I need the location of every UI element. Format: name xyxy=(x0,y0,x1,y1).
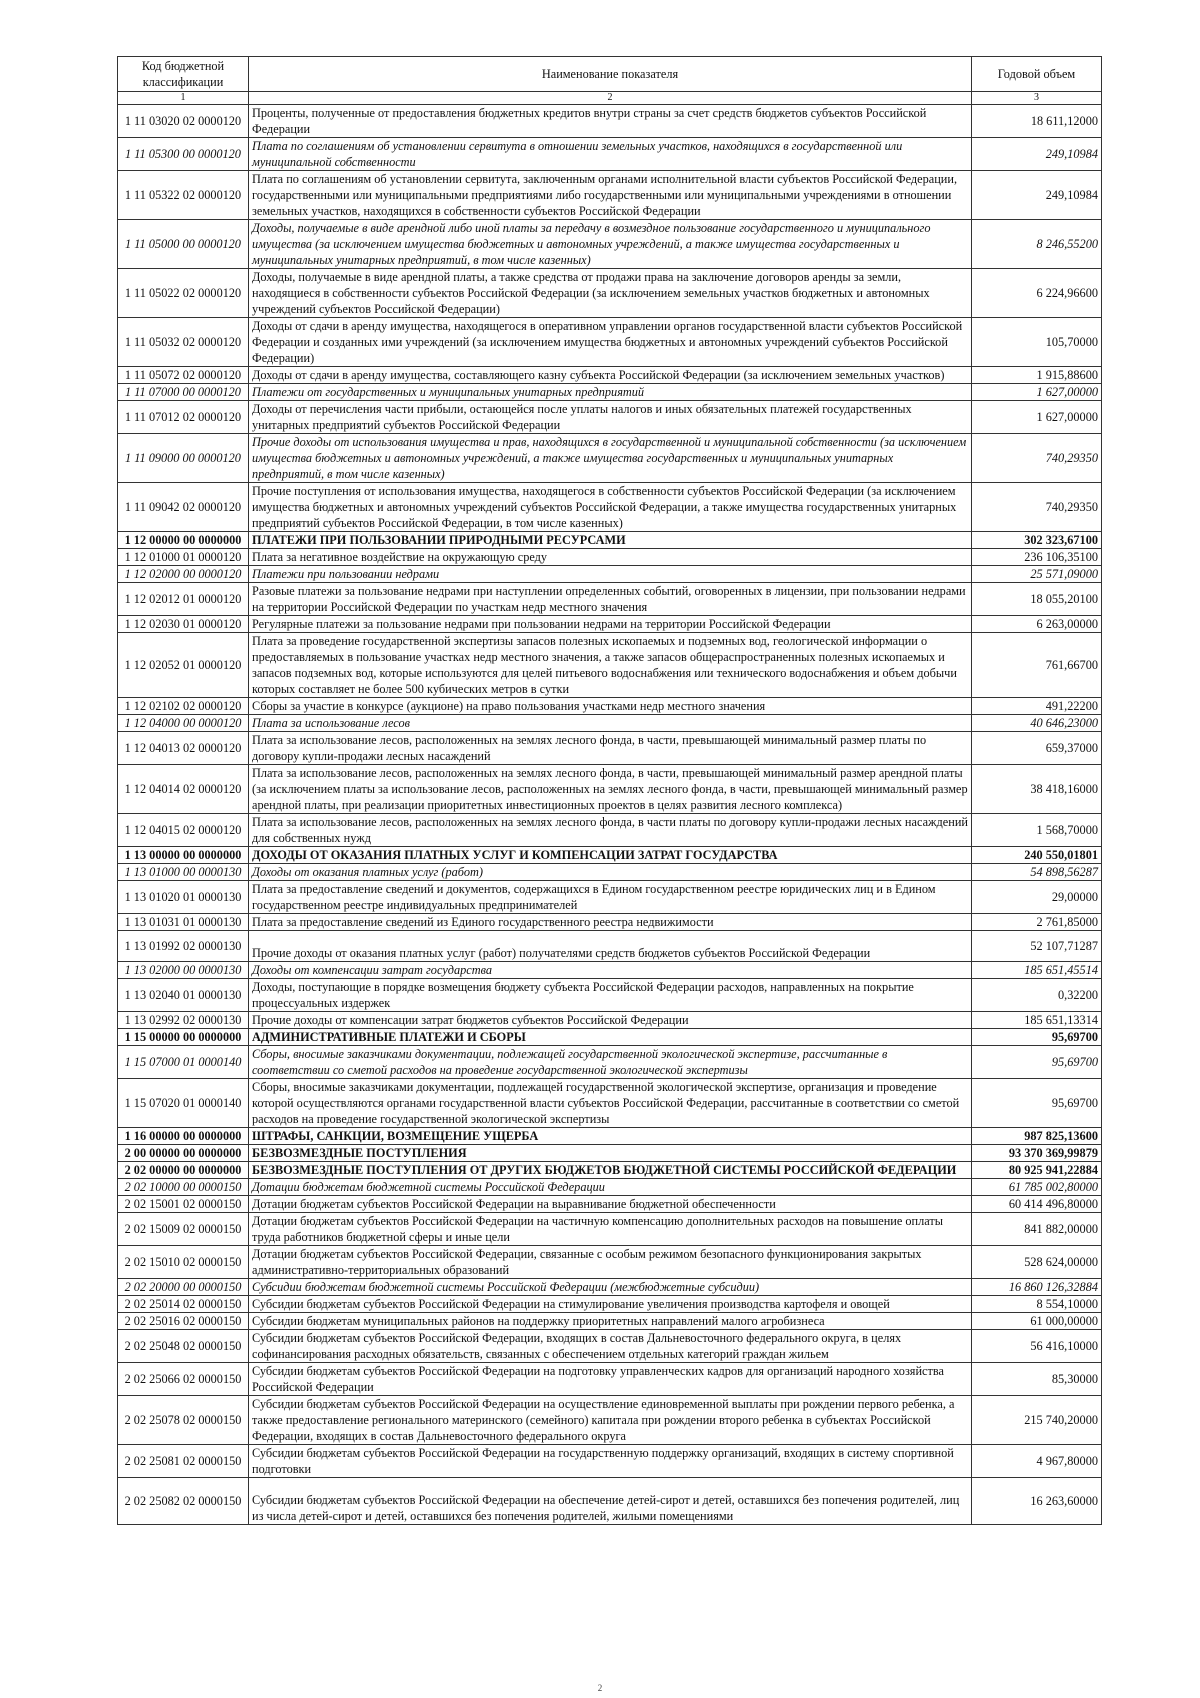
row-name: Доходы, получаемые в виде арендной платы, а также средства от продажи права на заключение договоров аренды за земли, находящиеся в собственности субъектов Российской Федерации (за исключением земельных участков бюджетных и автономных учреждений субъектов Российской Федерации) xyxy=(249,269,972,318)
row-amount: 85,30000 xyxy=(972,1363,1102,1396)
row-amount: 95,69700 xyxy=(972,1029,1102,1046)
table-row xyxy=(118,1162,1102,1179)
row-name: Прочие доходы от использования имущества и прав, находящихся в государственной и муниципальной собственности (за исключением имущества бюджетных и автономных учреждений, а также имущества государственных и муниципальных унитарных предприятий, в том числе казенных) xyxy=(249,434,972,483)
row-code: 1 12 04000 00 0000120 xyxy=(118,715,249,732)
row-code: 1 12 02052 01 0000120 xyxy=(118,633,249,698)
row-code: 1 16 00000 00 0000000 xyxy=(118,1128,249,1145)
table-row xyxy=(118,633,1102,698)
table-row xyxy=(118,1079,1102,1128)
table-row xyxy=(118,532,1102,549)
row-code: 2 02 15010 02 0000150 xyxy=(118,1246,249,1279)
row-name: Плата по соглашениям об установлении сервитута, заключенным органами исполнительной власти субъектов Российской Федерации, государственными или муниципальными предприятиями либо государственными или муниципальными учреждениями в отношении земельных участков, находящихся в собственности субъектов Российской Федерации xyxy=(249,171,972,220)
table-row xyxy=(118,765,1102,814)
table-row xyxy=(118,434,1102,483)
table-row xyxy=(118,914,1102,931)
table-row xyxy=(118,1478,1102,1525)
row-name: Субсидии бюджетам субъектов Российской Федерации на обеспечение детей-сирот и детей, оставшихся без попечения родителей, лиц из числа детей-сирот и детей, оставшихся без попечения родителей, жилыми помещениями xyxy=(249,1478,972,1525)
row-name: ШТРАФЫ, САНКЦИИ, ВОЗМЕЩЕНИЕ УЩЕРБА xyxy=(249,1128,972,1145)
row-name: Плата за использование лесов, расположенных на землях лесного фонда, в части, превышающей минимальный размер платы по договору купли-продажи лесных насаждений xyxy=(249,732,972,765)
row-amount: 25 571,09000 xyxy=(972,566,1102,583)
row-name: Сборы, вносимые заказчиками документации, подлежащей государственной экологической экспертизе, рассчитанные в соответствии со сметой расходов на проведение государственной экологической экспертизы xyxy=(249,1046,972,1079)
row-amount: 1 627,00000 xyxy=(972,384,1102,401)
table-row xyxy=(118,1012,1102,1029)
row-code: 2 02 00000 00 0000000 xyxy=(118,1162,249,1179)
table-row xyxy=(118,616,1102,633)
row-amount: 1 568,70000 xyxy=(972,814,1102,847)
budget-revenue-table xyxy=(117,56,1102,1525)
header-name-col: Наименование показателя xyxy=(249,57,972,92)
row-amount: 236 106,35100 xyxy=(972,549,1102,566)
row-name: Регулярные платежи за пользование недрами при пользовании недрами на территории Российской Федерации xyxy=(249,616,972,633)
row-code: 1 15 00000 00 0000000 xyxy=(118,1029,249,1046)
row-code: 1 11 05032 02 0000120 xyxy=(118,318,249,367)
row-name: Плата по соглашениям об установлении сервитута в отношении земельных участков, находящихся в государственной или муниципальной собственности xyxy=(249,138,972,171)
row-code: 1 13 02000 00 0000130 xyxy=(118,962,249,979)
row-code: 2 00 00000 00 0000000 xyxy=(118,1145,249,1162)
table-row xyxy=(118,962,1102,979)
row-name: Плата за предоставление сведений и документов, содержащихся в Едином государственном реестре юридических лиц и в Едином государственном реестре индивидуальных предпринимателей xyxy=(249,881,972,914)
row-name: Плата за негативное воздействие на окружающую среду xyxy=(249,549,972,566)
row-amount: 61 000,00000 xyxy=(972,1313,1102,1330)
row-code: 1 11 07012 02 0000120 xyxy=(118,401,249,434)
row-amount: 95,69700 xyxy=(972,1046,1102,1079)
row-amount: 54 898,56287 xyxy=(972,864,1102,881)
row-code: 1 15 07000 01 0000140 xyxy=(118,1046,249,1079)
row-code: 1 11 05300 00 0000120 xyxy=(118,138,249,171)
row-code: 1 11 05000 00 0000120 xyxy=(118,220,249,269)
table-row xyxy=(118,583,1102,616)
row-name: Дотации бюджетам субъектов Российской Федерации на выравнивание бюджетной обеспеченности xyxy=(249,1196,972,1213)
row-code: 2 02 25081 02 0000150 xyxy=(118,1445,249,1478)
table-row xyxy=(118,1213,1102,1246)
row-amount: 841 882,00000 xyxy=(972,1213,1102,1246)
table-row xyxy=(118,1313,1102,1330)
table-row xyxy=(118,105,1102,138)
row-name: Плата за предоставление сведений из Единого государственного реестра недвижимости xyxy=(249,914,972,931)
row-code: 1 12 04014 02 0000120 xyxy=(118,765,249,814)
table-row xyxy=(118,483,1102,532)
row-name: Прочие поступления от использования имущества, находящегося в собственности субъектов Российской Федерации (за исключением имущества бюджетных и автономных учреждений субъектов Российской Федерации, а также имущества государственных унитарных предприятий субъектов Российской Федерации, в том числе казенных) xyxy=(249,483,972,532)
row-name: ПЛАТЕЖИ ПРИ ПОЛЬЗОВАНИИ ПРИРОДНЫМИ РЕСУРСАМИ xyxy=(249,532,972,549)
table-row xyxy=(118,220,1102,269)
row-amount: 740,29350 xyxy=(972,483,1102,532)
row-name: Субсидии бюджетам субъектов Российской Федерации на государственную поддержку организаций, входящих в систему спортивной подготовки xyxy=(249,1445,972,1478)
row-code: 1 11 07000 00 0000120 xyxy=(118,384,249,401)
table-row xyxy=(118,698,1102,715)
row-code: 1 13 01000 00 0000130 xyxy=(118,864,249,881)
row-code: 1 11 05322 02 0000120 xyxy=(118,171,249,220)
header-amount-col: Годовой объем xyxy=(972,57,1102,92)
table-row xyxy=(118,1046,1102,1079)
table-row xyxy=(118,1330,1102,1363)
row-amount: 93 370 369,99879 xyxy=(972,1145,1102,1162)
row-code: 2 02 10000 00 0000150 xyxy=(118,1179,249,1196)
table-header-row xyxy=(118,57,1102,92)
row-amount: 659,37000 xyxy=(972,732,1102,765)
row-code: 2 02 15009 02 0000150 xyxy=(118,1213,249,1246)
row-amount: 491,22200 xyxy=(972,698,1102,715)
row-name: Плата за использование лесов xyxy=(249,715,972,732)
row-code: 2 02 25066 02 0000150 xyxy=(118,1363,249,1396)
row-code: 1 12 02102 02 0000120 xyxy=(118,698,249,715)
row-code: 2 02 25048 02 0000150 xyxy=(118,1330,249,1363)
row-amount: 52 107,71287 xyxy=(972,931,1102,962)
row-amount: 4 967,80000 xyxy=(972,1445,1102,1478)
row-code: 2 02 25014 02 0000150 xyxy=(118,1296,249,1313)
row-name: Плата за использование лесов, расположенных на землях лесного фонда, в части платы по договору купли-продажи лесных насаждений для собственных нужд xyxy=(249,814,972,847)
row-code: 1 12 04015 02 0000120 xyxy=(118,814,249,847)
row-name: Плата за проведение государственной экспертизы запасов полезных ископаемых и подземных вод, геологической информации о предоставляемых в пользование участках недр местного значения, а также запасов общераспространенных полезных ископаемых и запасов подземных вод, которые используются для целей питьевого водоснабжения или технического водоснабжения и объем добычи которых составляет не более 500 кубических метров в сутки xyxy=(249,633,972,698)
row-name: Доходы, получаемые в виде арендной либо иной платы за передачу в возмездное пользование государственного и муниципального имущества (за исключением имущества бюджетных и автономных учреждений, а также имущества государственных и муниципальных унитарных предприятий, в том числе казенных) xyxy=(249,220,972,269)
row-code: 2 02 25078 02 0000150 xyxy=(118,1396,249,1445)
row-code: 1 11 05022 02 0000120 xyxy=(118,269,249,318)
row-amount: 1 915,88600 xyxy=(972,367,1102,384)
row-name: БЕЗВОЗМЕЗДНЫЕ ПОСТУПЛЕНИЯ xyxy=(249,1145,972,1162)
row-amount: 987 825,13600 xyxy=(972,1128,1102,1145)
table-row xyxy=(118,269,1102,318)
table-row xyxy=(118,1128,1102,1145)
row-name: Субсидии бюджетам субъектов Российской Федерации на осуществление единовременной выплаты при рождении первого ребенка, а также предоставление регионального материнского (семейного) капитала при рождении второго ребенка в субъектах Российской Федерации, входящих в состав Дальневосточного федерального округа xyxy=(249,1396,972,1445)
row-amount: 740,29350 xyxy=(972,434,1102,483)
table-row xyxy=(118,732,1102,765)
col-num-1: 1 xyxy=(118,92,249,105)
row-amount: 215 740,20000 xyxy=(972,1396,1102,1445)
row-name: Проценты, полученные от предоставления бюджетных кредитов внутри страны за счет средств бюджетов субъектов Российской Федерации xyxy=(249,105,972,138)
row-name: Плата за использование лесов, расположенных на землях лесного фонда, в части, превышающей минимальный размер арендной платы (за исключением платы за использование лесов, расположенных на землях лесного фонда, в части, превышающей минимальный размер арендной платы, при реализации приоритетных инвестиционных проектов в целях развития лесного комплекса) xyxy=(249,765,972,814)
row-code: 1 12 02012 01 0000120 xyxy=(118,583,249,616)
row-name: Дотации бюджетам бюджетной системы Российской Федерации xyxy=(249,1179,972,1196)
table-row xyxy=(118,979,1102,1012)
row-code: 1 13 02040 01 0000130 xyxy=(118,979,249,1012)
row-amount: 185 651,13314 xyxy=(972,1012,1102,1029)
table-row xyxy=(118,847,1102,864)
row-name: Доходы от компенсации затрат государства xyxy=(249,962,972,979)
row-code: 1 13 01031 01 0000130 xyxy=(118,914,249,931)
table-row xyxy=(118,715,1102,732)
row-name: Дотации бюджетам субъектов Российской Федерации, связанные с особым режимом безопасного функционирования закрытых административно-территориальных образований xyxy=(249,1246,972,1279)
table-row xyxy=(118,318,1102,367)
row-name: Прочие доходы от оказания платных услуг (работ) получателями средств бюджетов субъектов Российской Федерации xyxy=(249,931,972,962)
page-number: 2 xyxy=(597,1683,603,1693)
row-code: 1 12 02030 01 0000120 xyxy=(118,616,249,633)
table-row xyxy=(118,1296,1102,1313)
table-row xyxy=(118,1246,1102,1279)
row-amount: 40 646,23000 xyxy=(972,715,1102,732)
row-code: 1 13 02992 02 0000130 xyxy=(118,1012,249,1029)
row-name: Субсидии бюджетам субъектов Российской Федерации на стимулирование увеличения производства картофеля и овощей xyxy=(249,1296,972,1313)
row-amount: 18 611,12000 xyxy=(972,105,1102,138)
row-name: БЕЗВОЗМЕЗДНЫЕ ПОСТУПЛЕНИЯ ОТ ДРУГИХ БЮДЖЕТОВ БЮДЖЕТНОЙ СИСТЕМЫ РОССИЙСКОЙ ФЕДЕРАЦИИ xyxy=(249,1162,972,1179)
row-amount: 249,10984 xyxy=(972,138,1102,171)
table-row xyxy=(118,367,1102,384)
row-name: Доходы от оказания платных услуг (работ) xyxy=(249,864,972,881)
row-amount: 528 624,00000 xyxy=(972,1246,1102,1279)
row-name: Дотации бюджетам субъектов Российской Федерации на частичную компенсацию дополнительных расходов на повышение оплаты труда работников бюджетной сферы и иные цели xyxy=(249,1213,972,1246)
row-code: 2 02 15001 02 0000150 xyxy=(118,1196,249,1213)
row-code: 1 15 07020 01 0000140 xyxy=(118,1079,249,1128)
table-row xyxy=(118,881,1102,914)
table-row xyxy=(118,384,1102,401)
row-amount: 8 554,10000 xyxy=(972,1296,1102,1313)
row-name: Субсидии бюджетам муниципальных районов на поддержку приоритетных направлений малого агробизнеса xyxy=(249,1313,972,1330)
row-code: 2 02 20000 00 0000150 xyxy=(118,1279,249,1296)
row-name: АДМИНИСТРАТИВНЫЕ ПЛАТЕЖИ И СБОРЫ xyxy=(249,1029,972,1046)
table-row xyxy=(118,171,1102,220)
table-row xyxy=(118,138,1102,171)
row-code: 1 12 02000 00 0000120 xyxy=(118,566,249,583)
row-name: Доходы от сдачи в аренду имущества, составляющего казну субъекта Российской Федерации (за исключением земельных участков) xyxy=(249,367,972,384)
row-code: 1 12 01000 01 0000120 xyxy=(118,549,249,566)
table-row xyxy=(118,1396,1102,1445)
row-amount: 249,10984 xyxy=(972,171,1102,220)
row-amount: 16 860 126,32884 xyxy=(972,1279,1102,1296)
row-code: 2 02 25082 02 0000150 xyxy=(118,1478,249,1525)
table-row xyxy=(118,1196,1102,1213)
row-amount: 95,69700 xyxy=(972,1079,1102,1128)
row-code: 2 02 25016 02 0000150 xyxy=(118,1313,249,1330)
row-name: Платежи при пользовании недрами xyxy=(249,566,972,583)
table-row xyxy=(118,931,1102,962)
table-row xyxy=(118,1445,1102,1478)
row-name: Разовые платежи за пользование недрами при наступлении определенных событий, оговоренных в лицензии, при пользовании недрами на территории Российской Федерации по участкам недр местного значения xyxy=(249,583,972,616)
row-name: Сборы, вносимые заказчиками документации, подлежащей государственной экологической экспертизе, организация и проведение которой осуществляются органами государственной власти субъектов Российской Федерации, рассчитанные в соответствии со сметой расходов на проведение государственной экологической экспертизы xyxy=(249,1079,972,1128)
row-amount: 6 263,00000 xyxy=(972,616,1102,633)
row-code: 1 13 01020 01 0000130 xyxy=(118,881,249,914)
row-name: Доходы, поступающие в порядке возмещения бюджету субъекта Российской Федерации расходов, направленных на покрытие процессуальных издержек xyxy=(249,979,972,1012)
row-amount: 302 323,67100 xyxy=(972,532,1102,549)
table-row xyxy=(118,1029,1102,1046)
row-code: 1 11 05072 02 0000120 xyxy=(118,367,249,384)
table-row xyxy=(118,1179,1102,1196)
row-amount: 185 651,45514 xyxy=(972,962,1102,979)
row-code: 1 13 01992 02 0000130 xyxy=(118,931,249,962)
table-row xyxy=(118,814,1102,847)
row-amount: 16 263,60000 xyxy=(972,1478,1102,1525)
row-name: Платежи от государственных и муниципальных унитарных предприятий xyxy=(249,384,972,401)
row-name: Сборы за участие в конкурсе (аукционе) на право пользования участками недр местного значения xyxy=(249,698,972,715)
row-code: 1 11 09000 00 0000120 xyxy=(118,434,249,483)
row-amount: 8 246,55200 xyxy=(972,220,1102,269)
row-name: Субсидии бюджетам субъектов Российской Федерации, входящих в состав Дальневосточного федерального округа, в целях софинансирования расходных обязательств, связанных с обеспечением отдельных категорий граждан жильем xyxy=(249,1330,972,1363)
table-row xyxy=(118,1363,1102,1396)
row-amount: 18 055,20100 xyxy=(972,583,1102,616)
row-amount: 56 416,10000 xyxy=(972,1330,1102,1363)
col-num-3: 3 xyxy=(972,92,1102,105)
row-amount: 61 785 002,80000 xyxy=(972,1179,1102,1196)
row-amount: 80 925 941,22884 xyxy=(972,1162,1102,1179)
table-row xyxy=(118,401,1102,434)
table-row xyxy=(118,566,1102,583)
row-amount: 1 627,00000 xyxy=(972,401,1102,434)
row-amount: 105,70000 xyxy=(972,318,1102,367)
row-name: Доходы от перечисления части прибыли, остающейся после уплаты налогов и иных обязательных платежей государственных унитарных предприятий субъектов Российской Федерации xyxy=(249,401,972,434)
table-row xyxy=(118,549,1102,566)
row-code: 1 12 04013 02 0000120 xyxy=(118,732,249,765)
row-amount: 761,66700 xyxy=(972,633,1102,698)
row-amount: 0,32200 xyxy=(972,979,1102,1012)
row-name: Субсидии бюджетам субъектов Российской Федерации на подготовку управленческих кадров для организаций народного хозяйства Российской Федерации xyxy=(249,1363,972,1396)
header-code-col: Код бюджетной классификации xyxy=(118,57,249,92)
row-name: Субсидии бюджетам бюджетной системы Российской Федерации (межбюджетные субсидии) xyxy=(249,1279,972,1296)
row-amount: 240 550,01801 xyxy=(972,847,1102,864)
table-row xyxy=(118,864,1102,881)
row-amount: 2 761,85000 xyxy=(972,914,1102,931)
col-num-2: 2 xyxy=(249,92,972,105)
row-amount: 6 224,96600 xyxy=(972,269,1102,318)
row-name: ДОХОДЫ ОТ ОКАЗАНИЯ ПЛАТНЫХ УСЛУГ И КОМПЕНСАЦИИ ЗАТРАТ ГОСУДАРСТВА xyxy=(249,847,972,864)
row-amount: 38 418,16000 xyxy=(972,765,1102,814)
row-name: Доходы от сдачи в аренду имущества, находящегося в оперативном управлении органов государственной власти субъектов Российской Федерации и созданных ими учреждений (за исключением имущества бюджетных и автономных учреждений субъектов Российской Федерации) xyxy=(249,318,972,367)
row-name: Прочие доходы от компенсации затрат бюджетов субъектов Российской Федерации xyxy=(249,1012,972,1029)
row-amount: 60 414 496,80000 xyxy=(972,1196,1102,1213)
row-code: 1 12 00000 00 0000000 xyxy=(118,532,249,549)
table-row xyxy=(118,1279,1102,1296)
row-code: 1 11 03020 02 0000120 xyxy=(118,105,249,138)
row-code: 1 13 00000 00 0000000 xyxy=(118,847,249,864)
column-number-row xyxy=(118,92,1102,105)
table-row xyxy=(118,1145,1102,1162)
row-code: 1 11 09042 02 0000120 xyxy=(118,483,249,532)
row-amount: 29,00000 xyxy=(972,881,1102,914)
